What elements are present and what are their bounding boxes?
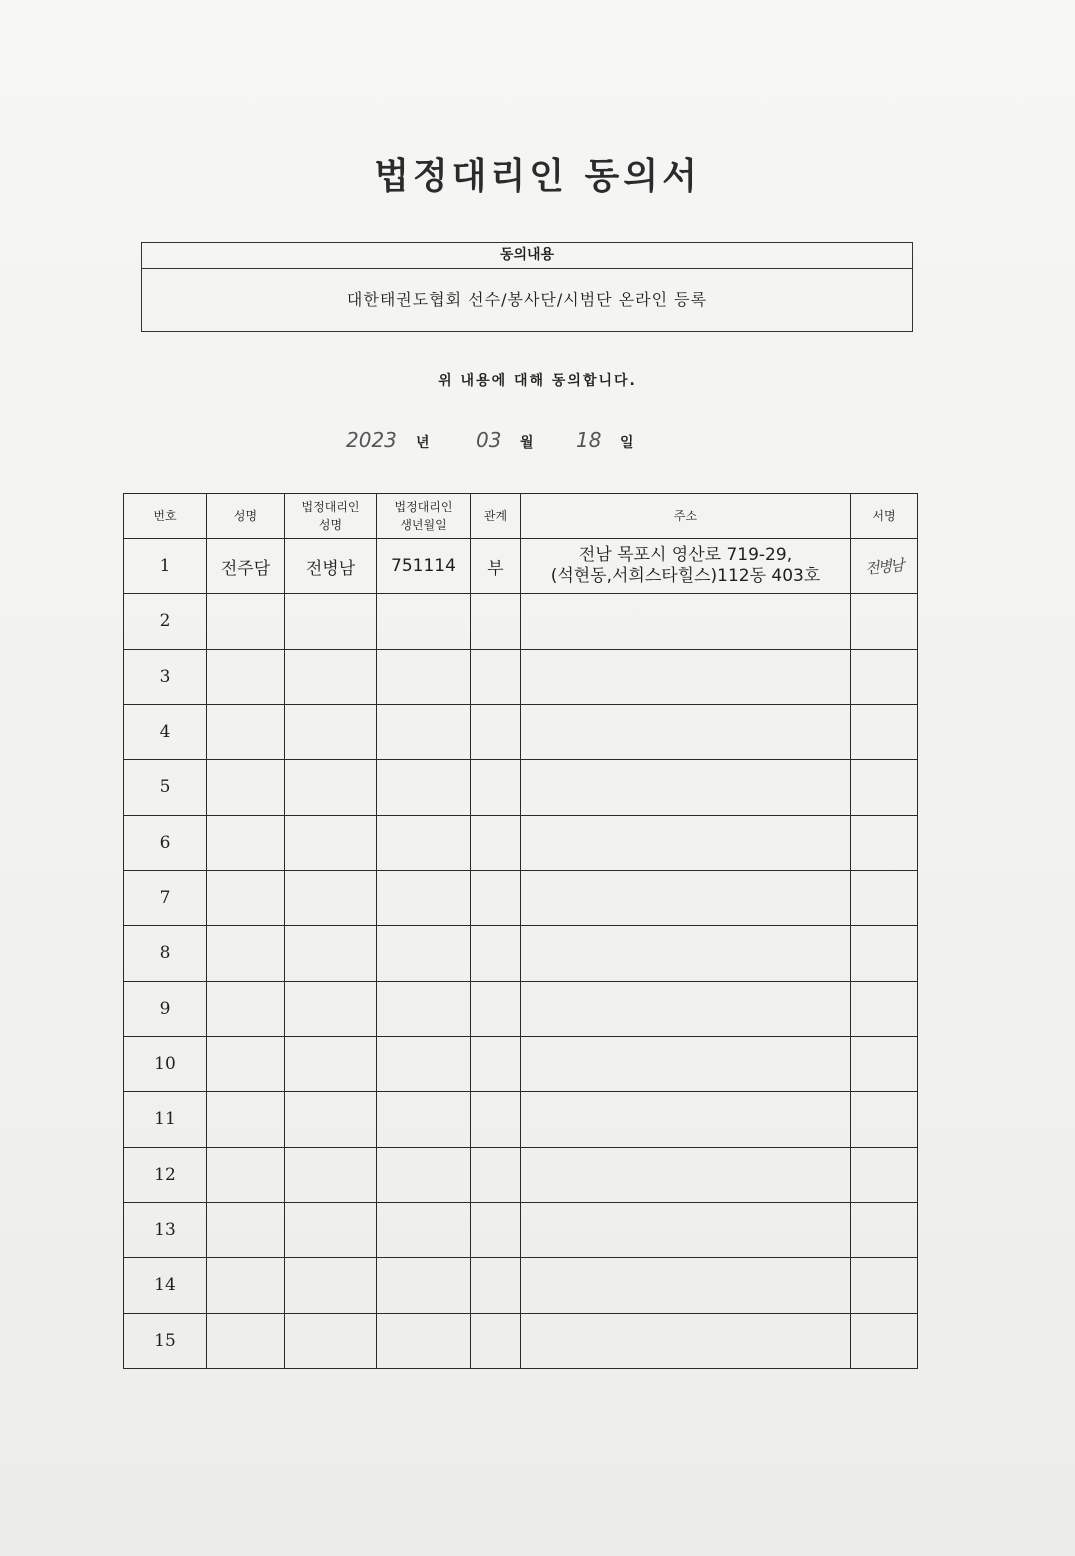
table-row [124, 1092, 918, 1147]
row-signature [851, 539, 918, 594]
header-address: 주소 [521, 494, 851, 539]
row-no: 7 [124, 870, 207, 925]
row-guardian-birth [377, 649, 471, 704]
row-signature [851, 1202, 918, 1257]
row-no: 13 [124, 1202, 207, 1257]
row-no: 2 [124, 594, 207, 649]
row-address [521, 1036, 851, 1091]
row-no: 1 [124, 539, 207, 594]
row-name [207, 1147, 285, 1202]
row-guardian-name [285, 1092, 377, 1147]
row-guardian-name [285, 1036, 377, 1091]
row-no: 8 [124, 926, 207, 981]
table-row [124, 760, 918, 815]
row-relation [471, 1202, 521, 1257]
header-guardian-name [285, 494, 377, 539]
row-guardian-name [285, 760, 377, 815]
row-address [521, 1313, 851, 1368]
row-signature [851, 981, 918, 1036]
row-signature [851, 760, 918, 815]
row-signature [851, 926, 918, 981]
row-name: 전주담 [207, 539, 285, 594]
row-name [207, 981, 285, 1036]
row-relation [471, 1258, 521, 1313]
agreement-statement: 위 내용에 대해 동의합니다. [438, 373, 637, 389]
row-guardian-name [285, 704, 377, 759]
row-name [207, 815, 285, 870]
row-guardian-name [285, 870, 377, 925]
table-row [124, 1202, 918, 1257]
row-no: 9 [124, 981, 207, 1036]
row-relation [471, 1036, 521, 1091]
date-year: 2023 [346, 428, 397, 452]
row-guardian-birth [377, 1313, 471, 1368]
consent-header: 동의내용 [142, 243, 912, 269]
table-header-row [124, 494, 918, 539]
header-relation: 관계 [471, 494, 521, 539]
row-relation [471, 815, 521, 870]
row-no: 12 [124, 1147, 207, 1202]
row-relation [471, 594, 521, 649]
consent-box [141, 242, 913, 332]
row-address-line2: (석현동,서희스타힐스)112동 403호 [550, 566, 821, 587]
row-relation [471, 1313, 521, 1368]
row-guardian-birth [377, 1202, 471, 1257]
row-no: 10 [124, 1036, 207, 1091]
row-guardian-name [285, 1147, 377, 1202]
table-row [124, 870, 918, 925]
row-guardian-name [285, 1202, 377, 1257]
row-address-line1: 전남 목포시 영산로 719-29, [578, 545, 793, 566]
row-no: 11 [124, 1092, 207, 1147]
row-guardian-birth [377, 815, 471, 870]
date-month: 03 [476, 428, 502, 452]
row-name [207, 926, 285, 981]
table-row [124, 704, 918, 759]
header-guardian-name-line2: 성명 [318, 518, 343, 532]
row-guardian-birth [377, 981, 471, 1036]
row-guardian-name [285, 1258, 377, 1313]
table-row [124, 815, 918, 870]
row-guardian-name [285, 815, 377, 870]
row-signature [851, 815, 918, 870]
row-guardian-birth [377, 1036, 471, 1091]
row-name [207, 870, 285, 925]
row-signature [851, 1147, 918, 1202]
row-name [207, 1258, 285, 1313]
row-guardian-name [285, 981, 377, 1036]
row-guardian-name: 전병남 [285, 539, 377, 594]
row-signature [851, 1313, 918, 1368]
row-signature [851, 870, 918, 925]
row-guardian-birth: 751114 [377, 539, 471, 594]
page-title: 법정대리인 동의서 [374, 156, 701, 197]
table-row [124, 539, 918, 594]
row-signature [851, 1258, 918, 1313]
row-no: 15 [124, 1313, 207, 1368]
row-no: 14 [124, 1258, 207, 1313]
consent-body: 대한태권도협회 선수/봉사단/시범단 온라인 등록 [346, 290, 708, 309]
row-address [521, 815, 851, 870]
row-relation [471, 704, 521, 759]
row-guardian-birth [377, 1092, 471, 1147]
date-day: 18 [576, 428, 602, 452]
date-month-unit: 월 [520, 435, 534, 451]
table-row [124, 926, 918, 981]
table-row [124, 1036, 918, 1091]
row-relation [471, 1147, 521, 1202]
guardian-table [123, 493, 918, 1369]
row-guardian-birth [377, 1258, 471, 1313]
row-guardian-name [285, 594, 377, 649]
row-address [521, 1092, 851, 1147]
date-day-unit: 일 [620, 435, 634, 451]
handwritten-signature: 전병남 [864, 555, 904, 578]
row-name [207, 1202, 285, 1257]
row-relation [471, 926, 521, 981]
table-row [124, 649, 918, 704]
row-address [521, 1202, 851, 1257]
header-guardian-birth-line1: 법정대리인 [394, 500, 453, 514]
row-signature [851, 649, 918, 704]
row-guardian-name [285, 649, 377, 704]
header-signature: 서명 [851, 494, 918, 539]
row-no: 6 [124, 815, 207, 870]
table-row [124, 1258, 918, 1313]
row-signature [851, 1036, 918, 1091]
row-relation [471, 870, 521, 925]
row-signature [851, 704, 918, 759]
row-address [521, 926, 851, 981]
table-row [124, 1147, 918, 1202]
row-relation [471, 981, 521, 1036]
row-address [521, 649, 851, 704]
header-guardian-birth [377, 494, 471, 539]
row-guardian-birth [377, 704, 471, 759]
row-name [207, 649, 285, 704]
date-year-unit: 년 [416, 435, 430, 451]
table-row [124, 594, 918, 649]
row-address [521, 704, 851, 759]
row-address [521, 539, 851, 594]
row-address [521, 870, 851, 925]
row-guardian-birth [377, 594, 471, 649]
row-relation [471, 760, 521, 815]
row-address [521, 1147, 851, 1202]
row-name [207, 594, 285, 649]
date-line [340, 424, 680, 458]
header-guardian-name-line1: 법정대리인 [301, 500, 360, 514]
header-name: 성명 [207, 494, 285, 539]
row-signature [851, 594, 918, 649]
row-address [521, 594, 851, 649]
row-relation: 부 [471, 539, 521, 594]
row-relation [471, 649, 521, 704]
row-no: 5 [124, 760, 207, 815]
row-address [521, 981, 851, 1036]
row-name [207, 760, 285, 815]
table-row [124, 1313, 918, 1368]
row-no: 4 [124, 704, 207, 759]
row-guardian-birth [377, 760, 471, 815]
row-name [207, 704, 285, 759]
row-guardian-birth [377, 870, 471, 925]
row-name [207, 1092, 285, 1147]
header-guardian-birth-line2: 생년월일 [400, 518, 447, 532]
row-guardian-birth [377, 1147, 471, 1202]
row-no: 3 [124, 649, 207, 704]
row-signature [851, 1092, 918, 1147]
row-name [207, 1036, 285, 1091]
table-row [124, 981, 918, 1036]
row-name [207, 1313, 285, 1368]
row-guardian-birth [377, 926, 471, 981]
row-address [521, 760, 851, 815]
row-guardian-name [285, 1313, 377, 1368]
header-no: 번호 [124, 494, 207, 539]
row-address [521, 1258, 851, 1313]
row-guardian-name [285, 926, 377, 981]
row-relation [471, 1092, 521, 1147]
